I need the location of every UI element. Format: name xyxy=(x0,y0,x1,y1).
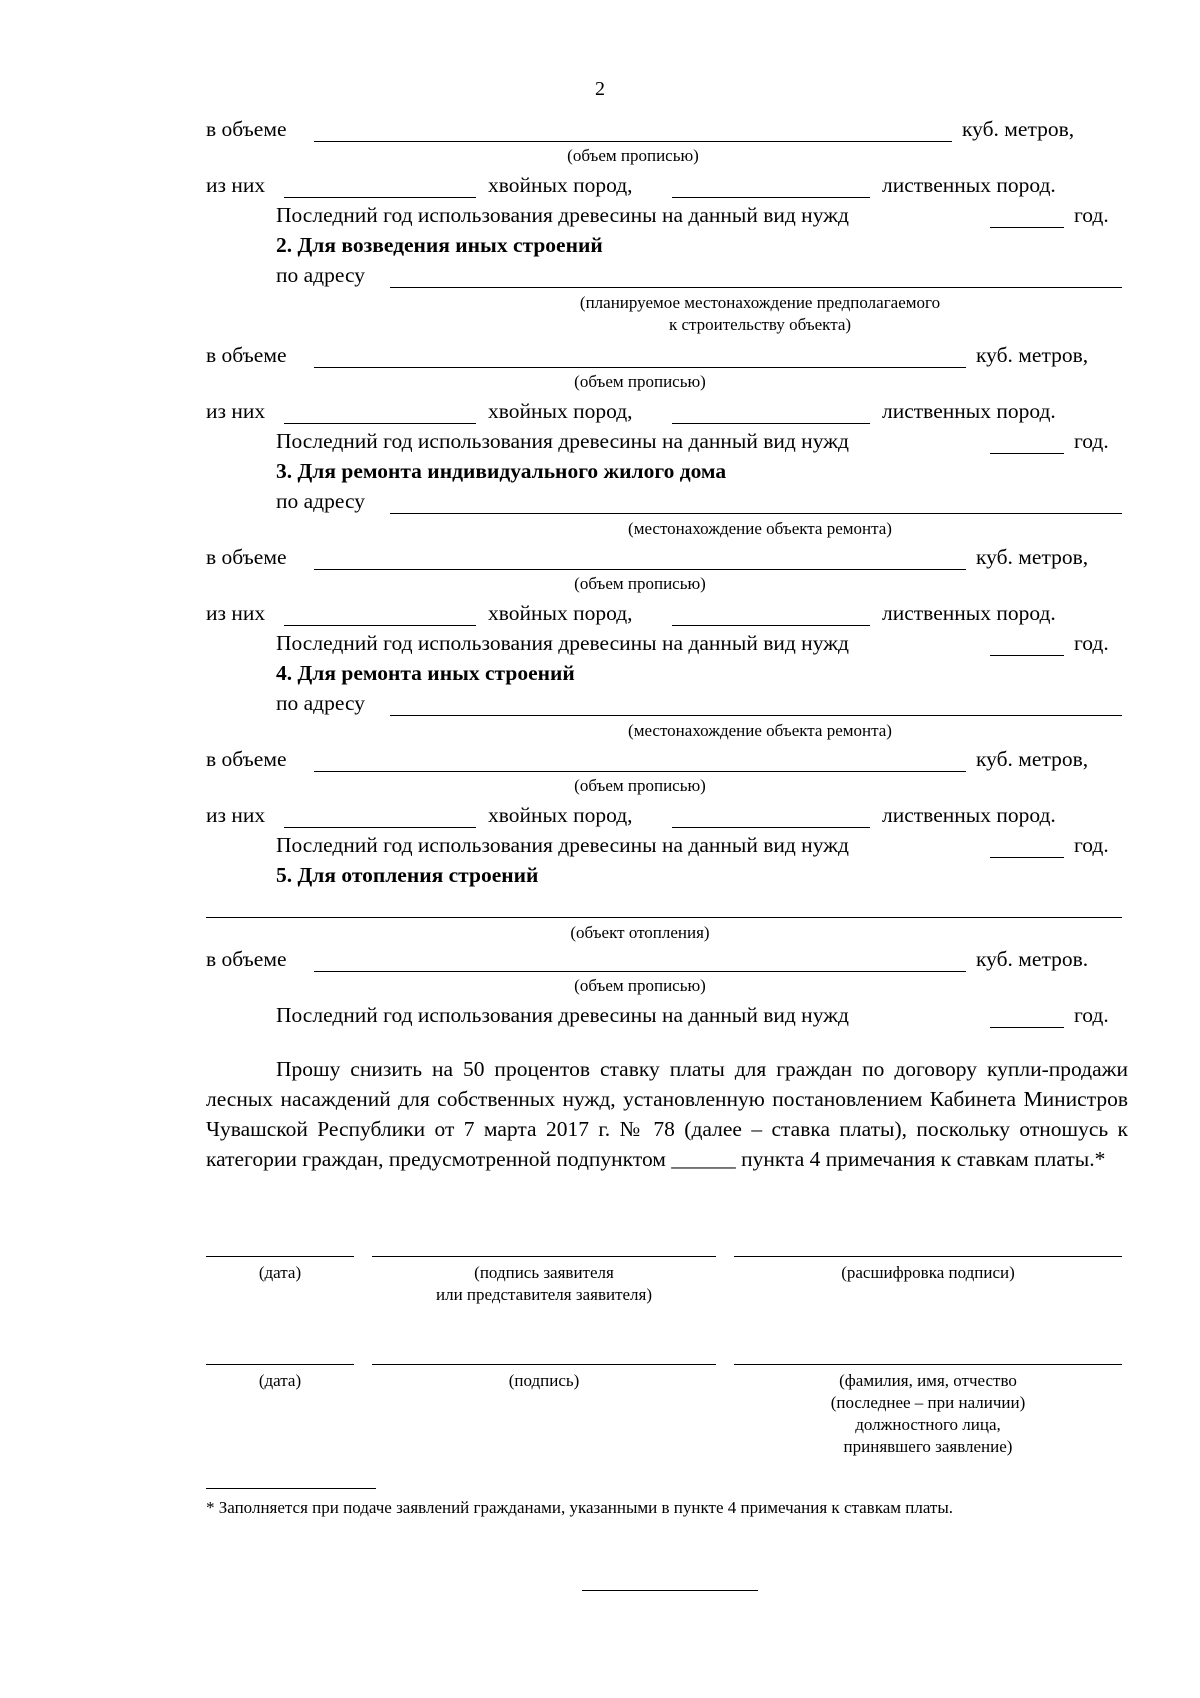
coniferous-field[interactable] xyxy=(284,827,476,828)
date-field[interactable] xyxy=(206,1364,354,1365)
volume-label: в объеме xyxy=(206,117,287,141)
official-name-caption: (фамилия, имя, отчество xyxy=(839,1371,1017,1390)
last-year-label: Последний год использования древесины на данный вид нужд xyxy=(276,429,849,453)
volume-caption: (объем прописью) xyxy=(574,976,706,995)
last-year-field[interactable] xyxy=(990,1027,1064,1028)
address-label: по адресу xyxy=(276,691,365,715)
address-field[interactable] xyxy=(390,513,1122,514)
date-field[interactable] xyxy=(206,1256,354,1257)
deciduous-label: лиственных пород. xyxy=(882,399,1056,423)
volume-label: в объеме xyxy=(206,947,287,971)
volume-field[interactable] xyxy=(314,971,966,972)
signature-field[interactable] xyxy=(372,1364,716,1365)
volume-caption: (объем прописью) xyxy=(574,372,706,391)
address-field[interactable] xyxy=(390,287,1122,288)
heating-object-caption: (объект отопления) xyxy=(570,923,710,942)
cubic-meters-label: куб. метров, xyxy=(976,343,1089,367)
official-name-caption: принявшего заявление) xyxy=(843,1437,1013,1456)
year-label: год. xyxy=(1074,203,1109,227)
volume-label: в объеме xyxy=(206,343,287,367)
volume-caption: (объем прописью) xyxy=(567,146,699,165)
signature-caption: (подпись заявителя xyxy=(474,1263,614,1282)
signature-caption: (подпись) xyxy=(508,1371,580,1390)
deciduous-field[interactable] xyxy=(672,423,870,424)
volume-label: в объеме xyxy=(206,545,287,569)
deciduous-label: лиственных пород. xyxy=(882,173,1056,197)
coniferous-label: хвойных пород, xyxy=(488,601,633,625)
footnote: * Заполняется при подаче заявлений гражданами, указанными в пункте 4 примечания к ставкам платы. xyxy=(206,1498,954,1517)
section-2-title: 2. Для возведения иных строений xyxy=(276,233,603,257)
deciduous-label: лиственных пород. xyxy=(882,601,1056,625)
year-label: год. xyxy=(1074,833,1109,857)
last-year-label: Последний год использования древесины на данный вид нужд xyxy=(276,203,849,227)
volume-field[interactable] xyxy=(314,771,966,772)
signature-field[interactable] xyxy=(372,1256,716,1257)
last-year-field[interactable] xyxy=(990,857,1064,858)
coniferous-field[interactable] xyxy=(284,423,476,424)
deciduous-field[interactable] xyxy=(672,827,870,828)
section-5-title: 5. Для отопления строений xyxy=(276,863,539,887)
cubic-meters-label: куб. метров. xyxy=(976,947,1089,971)
address-label: по адресу xyxy=(276,263,365,287)
last-year-label: Последний год использования древесины на данный вид нужд xyxy=(276,1003,849,1027)
last-year-field[interactable] xyxy=(990,453,1064,454)
coniferous-label: хвойных пород, xyxy=(488,173,633,197)
volume-caption: (объем прописью) xyxy=(574,776,706,795)
heating-object-field[interactable] xyxy=(206,917,1122,918)
signature-decode-caption: (расшифровка подписи) xyxy=(841,1263,1015,1282)
address-caption: (местонахождение объекта ремонта) xyxy=(628,721,892,740)
volume-label: в объеме xyxy=(206,747,287,771)
volume-caption: (объем прописью) xyxy=(574,574,706,593)
end-rule xyxy=(582,1590,758,1591)
coniferous-field[interactable] xyxy=(284,625,476,626)
last-year-label: Последний год использования древесины на данный вид нужд xyxy=(276,833,849,857)
address-caption: к строительству объекта) xyxy=(668,315,852,334)
footnote-separator xyxy=(206,1488,376,1489)
official-name-caption: (последнее – при наличии) xyxy=(830,1393,1026,1412)
coniferous-label: хвойных пород, xyxy=(488,803,633,827)
year-label: год. xyxy=(1074,1003,1109,1027)
date-caption: (дата) xyxy=(258,1371,302,1390)
last-year-label: Последний год использования древесины на данный вид нужд xyxy=(276,631,849,655)
address-label: по адресу xyxy=(276,489,365,513)
last-year-field[interactable] xyxy=(990,227,1064,228)
cubic-meters-label: куб. метров, xyxy=(962,117,1075,141)
of-them-label: из них xyxy=(206,803,266,827)
signature-decode-field[interactable] xyxy=(734,1256,1122,1257)
deciduous-field[interactable] xyxy=(672,625,870,626)
deciduous-field[interactable] xyxy=(672,197,870,198)
address-caption: (планируемое местонахождение предполагаемого xyxy=(579,293,941,312)
address-caption: (местонахождение объекта ремонта) xyxy=(628,519,892,538)
coniferous-label: хвойных пород, xyxy=(488,399,633,423)
cubic-meters-label: куб. метров, xyxy=(976,747,1089,771)
volume-field[interactable] xyxy=(314,141,952,142)
volume-field[interactable] xyxy=(314,569,966,570)
date-caption: (дата) xyxy=(258,1263,302,1282)
page-number: 2 xyxy=(595,78,605,100)
signature-caption: или представителя заявителя) xyxy=(435,1285,653,1304)
official-name-field[interactable] xyxy=(734,1364,1122,1365)
of-them-label: из них xyxy=(206,601,266,625)
deciduous-label: лиственных пород. xyxy=(882,803,1056,827)
section-4-title: 4. Для ремонта иных строений xyxy=(276,661,575,685)
volume-field[interactable] xyxy=(314,367,966,368)
of-them-label: из них xyxy=(206,173,266,197)
coniferous-field[interactable] xyxy=(284,197,476,198)
request-paragraph-text: Прошу снизить на 50 процентов ставку платы для граждан по договору купли-продажи лесных насаждений для собственных нужд, установленную постановлением Кабинета Министров Чувашской Республики от 7 марта 2017 г. № 78 (далее – ставка платы), поскольку отношусь к категории граждан, предусмотренной подпунктом ______ пункта 4 примечания к ставкам платы.* xyxy=(206,1057,1128,1171)
official-name-caption: должностного лица, xyxy=(855,1415,1001,1434)
address-field[interactable] xyxy=(390,715,1122,716)
year-label: год. xyxy=(1074,631,1109,655)
cubic-meters-label: куб. метров, xyxy=(976,545,1089,569)
request-paragraph xyxy=(206,1054,1128,1174)
of-them-label: из них xyxy=(206,399,266,423)
section-3-title: 3. Для ремонта индивидуального жилого дома xyxy=(276,459,727,483)
last-year-field[interactable] xyxy=(990,655,1064,656)
year-label: год. xyxy=(1074,429,1109,453)
